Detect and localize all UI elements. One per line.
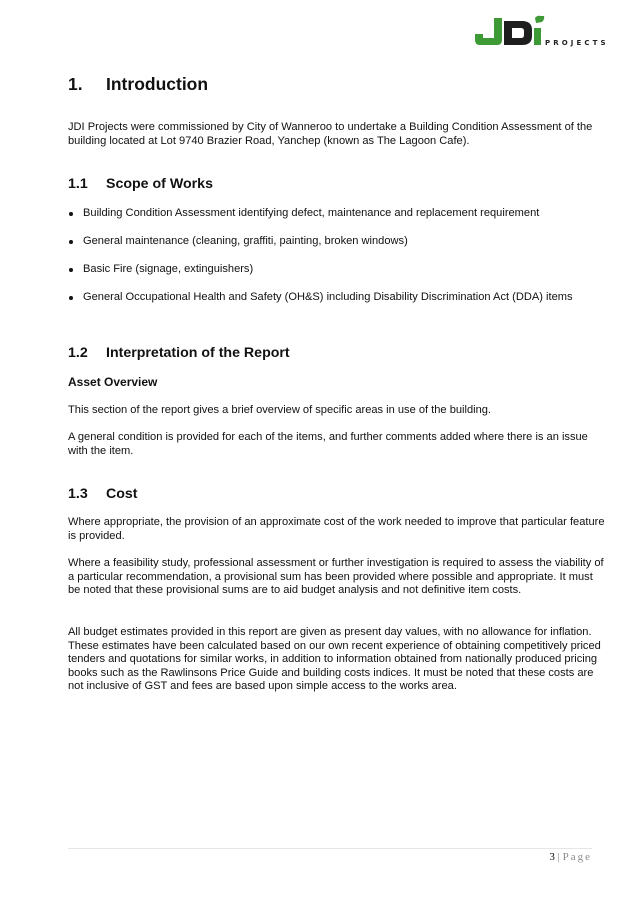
paragraph: Where a feasibility study, professional assessment or further investigation is required to assess the viability of a particular recommendation, a provisional sum has been provided where possible and appropriate. It must be noted that these provisional sums are to aid budget analysis and not definitive item costs. <box>68 557 604 597</box>
jdi-projects-logo <box>474 14 609 48</box>
intro-paragraph: JDI Projects were commissioned by City of Wanneroo to undertake a Building Condition Assessment of the building located at Lot 9740 Brazier Road, Yanchep (known as The Lagoon Cafe). <box>68 121 593 147</box>
page-footer <box>549 851 592 863</box>
section-number: 1.2 <box>68 345 88 361</box>
list-item: Building Condition Assessment identifying defect, maintenance and replacement requirement <box>68 207 608 221</box>
list-item: General Occupational Health and Safety (OH&S) including Disability Discrimination Act (DDA) items <box>68 291 608 305</box>
section-title: Cost <box>106 486 138 502</box>
section-heading-scope-of-works <box>68 176 213 192</box>
section-number: 1. <box>68 74 83 94</box>
section-number: 1.1 <box>68 176 88 192</box>
paragraph: This section of the report gives a brief overview of specific areas in use of the building. <box>68 404 492 416</box>
footer-divider <box>68 848 592 849</box>
section-heading-interpretation <box>68 345 290 361</box>
section-heading-introduction <box>68 74 208 95</box>
page-label: Page <box>562 851 592 863</box>
section-number: 1.3 <box>68 486 88 502</box>
section-title: Interpretation of the Report <box>106 345 290 361</box>
section-title: Introduction <box>106 74 209 94</box>
paragraph: Where appropriate, the provision of an approximate cost of the work needed to improve that particular feature is provided. <box>68 516 605 542</box>
subheading-asset-overview: Asset Overview <box>68 375 158 389</box>
paragraph: All budget estimates provided in this report are given as present day values, with no allowance for inflation. These estimates have been calculated based on our own recent experience of obtaining competitively priced tenders and quotations for similar works, in addition to information obtained from nationally produced pricing books such as the Rawlinsons Price Guide and building costs indices. It must be noted that these costs are not inclusive of GST and fees are based upon simple access to the works area. <box>68 626 601 693</box>
list-item: General maintenance (cleaning, graffiti, painting, broken windows) <box>68 235 608 249</box>
paragraph: A general condition is provided for each of the items, and further comments added where there is an issue with the item. <box>68 431 588 457</box>
section-title: Scope of Works <box>106 176 213 192</box>
page-number: 3 <box>549 851 555 863</box>
scope-bullet-list <box>68 207 608 319</box>
footer-separator: | <box>554 851 563 863</box>
logo-projects-text: PROJECTS <box>545 39 609 47</box>
jdi-logo-mark <box>474 14 546 46</box>
section-heading-cost <box>68 486 138 502</box>
list-item: Basic Fire (signage, extinguishers) <box>68 263 608 277</box>
